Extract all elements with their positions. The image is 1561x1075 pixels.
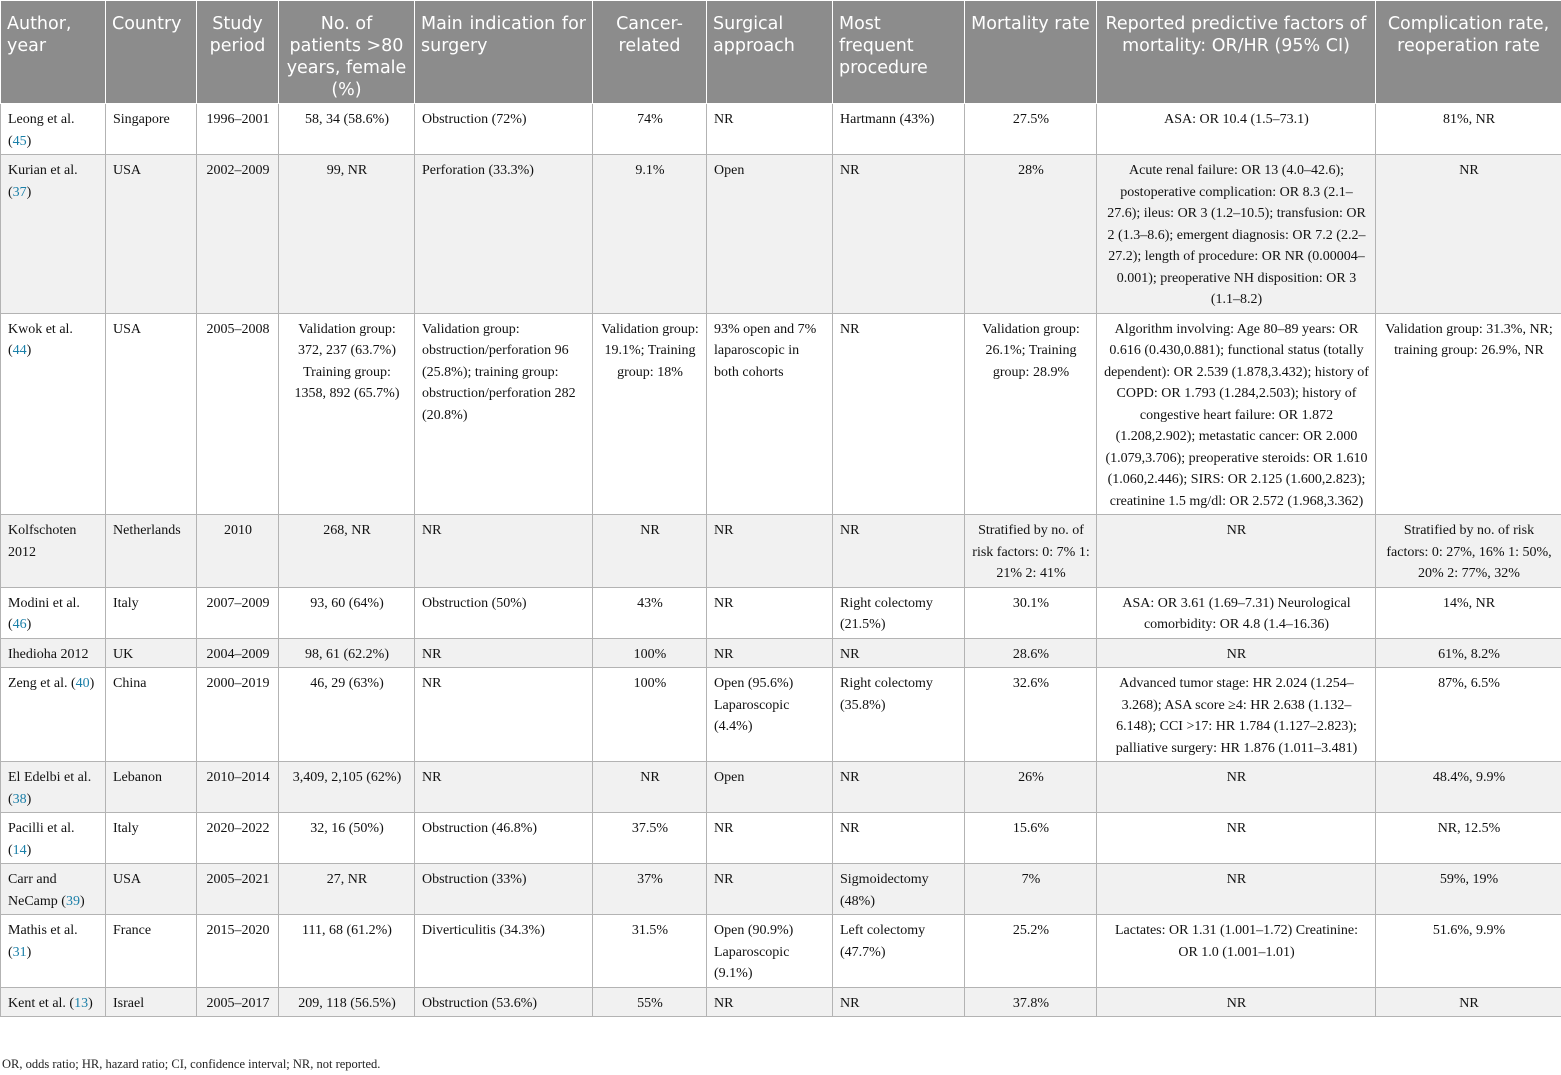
predictive-factors-cell: NR [1097, 813, 1376, 864]
cancer-related-cell: 74% [593, 104, 707, 155]
country-cell: USA [106, 313, 197, 515]
author-cell [1, 864, 106, 915]
complication-cell: 51.6%, 9.9% [1376, 915, 1561, 988]
mortality-cell: 25.2% [965, 915, 1097, 988]
mortality-cell: 7% [965, 864, 1097, 915]
reference-link[interactable]: 13 [74, 995, 89, 1011]
surgical-approach-cell: Open (90.9%) Laparoscopic (9.1%) [707, 915, 833, 988]
indication-cell: NR [415, 762, 593, 813]
reference-link[interactable]: 38 [12, 791, 27, 807]
surgical-approach-cell: NR [707, 638, 833, 668]
complication-cell: 87%, 6.5% [1376, 668, 1561, 762]
study-period-cell: 2007–2009 [197, 587, 279, 638]
author-suffix: ) [26, 617, 32, 632]
predictive-factors-cell: Lactates: OR 1.31 (1.001–1.72) Creatinine: OR 1.0 (1.001–1.01) [1097, 915, 1376, 988]
indication-cell: NR [415, 668, 593, 762]
patients-cell: Validation group: 372, 237 (63.7%) Training group: 1358, 892 (65.7%) [279, 313, 415, 515]
study-period-cell: 2005–2017 [197, 987, 279, 1017]
mortality-cell: 27.5% [965, 104, 1097, 155]
indication-cell: Validation group: obstruction/perforation 96 (25.8%); training group: obstruction/perforation 282 (20.8%) [415, 313, 593, 515]
header-cancer-related: Cancer-related [593, 1, 707, 104]
surgical-approach-cell: NR [707, 104, 833, 155]
author-name: Kolfschoten 2012 [8, 523, 77, 560]
author-cell [1, 155, 106, 314]
table-row [1, 987, 1561, 1017]
author-suffix: ) [26, 944, 32, 960]
table-row [1, 915, 1561, 988]
author-cell [1, 638, 106, 668]
complication-cell: NR [1376, 987, 1561, 1017]
predictive-factors-cell: NR [1097, 987, 1376, 1017]
cancer-related-cell: 100% [593, 638, 707, 668]
table-row [1, 813, 1561, 864]
cancer-related-cell: 100% [593, 668, 707, 762]
predictive-factors-cell: NR [1097, 515, 1376, 588]
author-cell [1, 813, 106, 864]
procedure-cell: NR [833, 987, 965, 1017]
author-suffix: ) [26, 343, 32, 358]
header-surgical-approach: Surgical approach [707, 1, 833, 104]
predictive-factors-cell: Acute renal failure: OR 13 (4.0–42.6); postoperative complication: OR 8.3 (2.1–27.6); ileus: OR 3 (1.2–10.5); transfusion: OR 2 (1.3–8.6); emergent diagnosis: OR 7.2 (2.2–27.2); length of procedure: OR NR (0.00004–0.001); preoperative NH disposition: OR 3 (1.1–8.2) [1097, 155, 1376, 314]
author-name: Pacilli et al. ( [8, 821, 75, 858]
reference-link[interactable]: 44 [12, 343, 27, 358]
header-country: Country [106, 1, 197, 104]
mortality-cell: 15.6% [965, 813, 1097, 864]
author-cell [1, 987, 106, 1017]
country-cell: Italy [106, 813, 197, 864]
mortality-cell: 37.8% [965, 987, 1097, 1017]
author-cell [1, 668, 106, 762]
predictive-factors-cell: NR [1097, 638, 1376, 668]
indication-cell: NR [415, 638, 593, 668]
patients-cell: 27, NR [279, 864, 415, 915]
mortality-cell: 26% [965, 762, 1097, 813]
study-period-cell: 2004–2009 [197, 638, 279, 668]
complication-cell: NR [1376, 155, 1561, 314]
patients-cell: 98, 61 (62.2%) [279, 638, 415, 668]
procedure-cell: Hartmann (43%) [833, 104, 965, 155]
procedure-cell: NR [833, 638, 965, 668]
reference-link[interactable]: 31 [12, 944, 27, 960]
complication-cell: Validation group: 31.3%, NR; training group: 26.9%, NR [1376, 313, 1561, 515]
procedure-cell: NR [833, 515, 965, 588]
study-period-cell: 2020–2022 [197, 813, 279, 864]
indication-cell: Obstruction (50%) [415, 587, 593, 638]
author-suffix: ) [88, 995, 93, 1011]
mortality-cell: 30.1% [965, 587, 1097, 638]
cancer-related-cell: 43% [593, 587, 707, 638]
author-name: Modini et al. ( [8, 595, 80, 632]
predictive-factors-cell: Advanced tumor stage: HR 2.024 (1.254–3.268); ASA score ≥4: HR 2.638 (1.132–6.148); CCI >17: HR 1.784 (1.127–2.823); palliative surgery: HR 1.876 (1.011–3.481) [1097, 668, 1376, 762]
reference-link[interactable]: 46 [12, 617, 27, 632]
table-row [1, 313, 1561, 515]
reference-link[interactable]: 39 [65, 893, 80, 909]
surgical-approach-cell: NR [707, 864, 833, 915]
surgical-approach-cell: 93% open and 7% laparoscopic in both cohorts [707, 313, 833, 515]
author-name: Carr and NeCamp ( [8, 872, 66, 909]
author-suffix: ) [26, 842, 32, 858]
patients-cell: 3,409, 2,105 (62%) [279, 762, 415, 813]
country-cell: USA [106, 864, 197, 915]
table-row [1, 638, 1561, 668]
header-row [1, 1, 1561, 104]
table-row [1, 587, 1561, 638]
surgical-approach-cell: NR [707, 587, 833, 638]
table-row [1, 864, 1561, 915]
header-predictive-factors: Reported predictive factors of mortality: OR/HR (95% CI) [1097, 1, 1376, 104]
header-complication: Complication rate, reoperation rate [1376, 1, 1561, 104]
author-suffix: ) [26, 133, 32, 149]
reference-link[interactable]: 40 [75, 676, 90, 691]
cancer-related-cell: NR [593, 515, 707, 588]
table-row [1, 515, 1561, 588]
author-suffix: ) [26, 184, 32, 200]
country-cell: UK [106, 638, 197, 668]
author-name: Kurian et al. ( [8, 163, 78, 200]
cancer-related-cell: NR [593, 762, 707, 813]
author-suffix: ) [79, 893, 85, 909]
patients-cell: 46, 29 (63%) [279, 668, 415, 762]
indication-cell: Diverticulitis (34.3%) [415, 915, 593, 988]
header-indication: Main indication for surgery [415, 1, 593, 104]
cancer-related-cell: 55% [593, 987, 707, 1017]
procedure-cell: NR [833, 762, 965, 813]
country-cell: Netherlands [106, 515, 197, 588]
complication-cell: 14%, NR [1376, 587, 1561, 638]
complication-cell: 48.4%, 9.9% [1376, 762, 1561, 813]
predictive-factors-cell: Algorithm involving: Age 80–89 years: OR 0.616 (0.430,0.881); functional status (totally dependent): OR 2.539 (1.878,3.432); history of COPD: OR 1.793 (1.284,2.503); history of congestive heart failure: OR 1.872 (1.208,2.902); metastatic cancer: OR 2.000 (1.079,3.706); preoperative steroids: OR 1.610 (1.060,2.446); SIRS: OR 2.125 (1.600,2.823); creatinine 1.5 mg/dl: OR 2.572 (1.968,3.362) [1097, 313, 1376, 515]
indication-cell: NR [415, 515, 593, 588]
complication-cell: 81%, NR [1376, 104, 1561, 155]
surgical-approach-cell: NR [707, 515, 833, 588]
author-name: Kwok et al. ( [8, 321, 73, 358]
mortality-cell: Stratified by no. of risk factors: 0: 7% 1: 21% 2: 41% [965, 515, 1097, 588]
author-cell [1, 915, 106, 988]
patients-cell: 99, NR [279, 155, 415, 314]
mortality-cell: 28% [965, 155, 1097, 314]
author-cell [1, 587, 106, 638]
author-name: Ihedioha 2012 [8, 646, 89, 662]
cancer-related-cell: 9.1% [593, 155, 707, 314]
author-name: Kent et al. ( [8, 995, 75, 1011]
indication-cell: Obstruction (72%) [415, 104, 593, 155]
country-cell: France [106, 915, 197, 988]
table-body [1, 104, 1561, 1017]
surgical-approach-cell: Open [707, 155, 833, 314]
table-row [1, 668, 1561, 762]
cancer-related-cell: 37.5% [593, 813, 707, 864]
patients-cell: 111, 68 (61.2%) [279, 915, 415, 988]
header-author: Author, year [1, 1, 106, 104]
procedure-cell: NR [833, 313, 965, 515]
complication-cell: 59%, 19% [1376, 864, 1561, 915]
predictive-factors-cell: NR [1097, 762, 1376, 813]
table-row [1, 104, 1561, 155]
study-period-cell: 2002–2009 [197, 155, 279, 314]
header-study-period: Study period [197, 1, 279, 104]
patients-cell: 93, 60 (64%) [279, 587, 415, 638]
author-suffix: ) [89, 676, 95, 691]
study-period-cell: 2010 [197, 515, 279, 588]
indication-cell: Obstruction (46.8%) [415, 813, 593, 864]
table-footnote: OR, odds ratio; HR, hazard ratio; CI, confidence interval; NR, not reported. [2, 1057, 381, 1071]
author-cell [1, 104, 106, 155]
author-name: El Edelbi et al. ( [8, 770, 92, 807]
country-cell: China [106, 668, 197, 762]
indication-cell: Obstruction (33%) [415, 864, 593, 915]
header-patients: No. of patients >80 years, female (%) [279, 1, 415, 104]
study-period-cell: 2005–2021 [197, 864, 279, 915]
surgical-approach-cell: Open (95.6%) Laparoscopic (4.4%) [707, 668, 833, 762]
reference-link[interactable]: 45 [12, 133, 27, 149]
author-cell [1, 515, 106, 588]
header-mortality: Mortality rate [965, 1, 1097, 104]
procedure-cell: NR [833, 155, 965, 314]
study-period-cell: 2010–2014 [197, 762, 279, 813]
complication-cell: Stratified by no. of risk factors: 0: 27%, 16% 1: 50%, 20% 2: 77%, 32% [1376, 515, 1561, 588]
procedure-cell: Sigmoidectomy (48%) [833, 864, 965, 915]
table-row [1, 155, 1561, 314]
study-period-cell: 1996–2001 [197, 104, 279, 155]
mortality-cell: 28.6% [965, 638, 1097, 668]
study-period-cell: 2005–2008 [197, 313, 279, 515]
predictive-factors-cell: ASA: OR 3.61 (1.69–7.31) Neurological comorbidity: OR 4.8 (1.4–16.36) [1097, 587, 1376, 638]
author-name: Zeng et al. ( [8, 676, 76, 691]
country-cell: Italy [106, 587, 197, 638]
cancer-related-cell: Validation group: 19.1%; Training group: 18% [593, 313, 707, 515]
procedure-cell: NR [833, 813, 965, 864]
patients-cell: 58, 34 (58.6%) [279, 104, 415, 155]
author-suffix: ) [26, 791, 32, 807]
author-name: Mathis et al. ( [8, 923, 78, 960]
procedure-cell: Left colectomy (47.7%) [833, 915, 965, 988]
reference-link[interactable]: 37 [12, 184, 27, 200]
surgical-approach-cell: NR [707, 813, 833, 864]
country-cell: USA [106, 155, 197, 314]
predictive-factors-cell: NR [1097, 864, 1376, 915]
patients-cell: 32, 16 (50%) [279, 813, 415, 864]
reference-link[interactable]: 14 [12, 842, 27, 858]
country-cell: Israel [106, 987, 197, 1017]
author-cell [1, 762, 106, 813]
procedure-cell: Right colectomy (21.5%) [833, 587, 965, 638]
mortality-cell: 32.6% [965, 668, 1097, 762]
predictive-factors-cell: ASA: OR 10.4 (1.5–73.1) [1097, 104, 1376, 155]
cancer-related-cell: 31.5% [593, 915, 707, 988]
table-row [1, 762, 1561, 813]
complication-cell: NR, 12.5% [1376, 813, 1561, 864]
indication-cell: Obstruction (53.6%) [415, 987, 593, 1017]
author-cell [1, 313, 106, 515]
header-procedure: Most frequent procedure [833, 1, 965, 104]
patients-cell: 209, 118 (56.5%) [279, 987, 415, 1017]
procedure-cell: Right colectomy (35.8%) [833, 668, 965, 762]
study-period-cell: 2000–2019 [197, 668, 279, 762]
country-cell: Singapore [106, 104, 197, 155]
mortality-cell: Validation group: 26.1%; Training group: 28.9% [965, 313, 1097, 515]
cancer-related-cell: 37% [593, 864, 707, 915]
patients-cell: 268, NR [279, 515, 415, 588]
study-period-cell: 2015–2020 [197, 915, 279, 988]
complication-cell: 61%, 8.2% [1376, 638, 1561, 668]
surgical-approach-cell: Open [707, 762, 833, 813]
indication-cell: Perforation (33.3%) [415, 155, 593, 314]
author-name: Leong et al. ( [8, 112, 75, 149]
country-cell: Lebanon [106, 762, 197, 813]
surgical-approach-cell: NR [707, 987, 833, 1017]
